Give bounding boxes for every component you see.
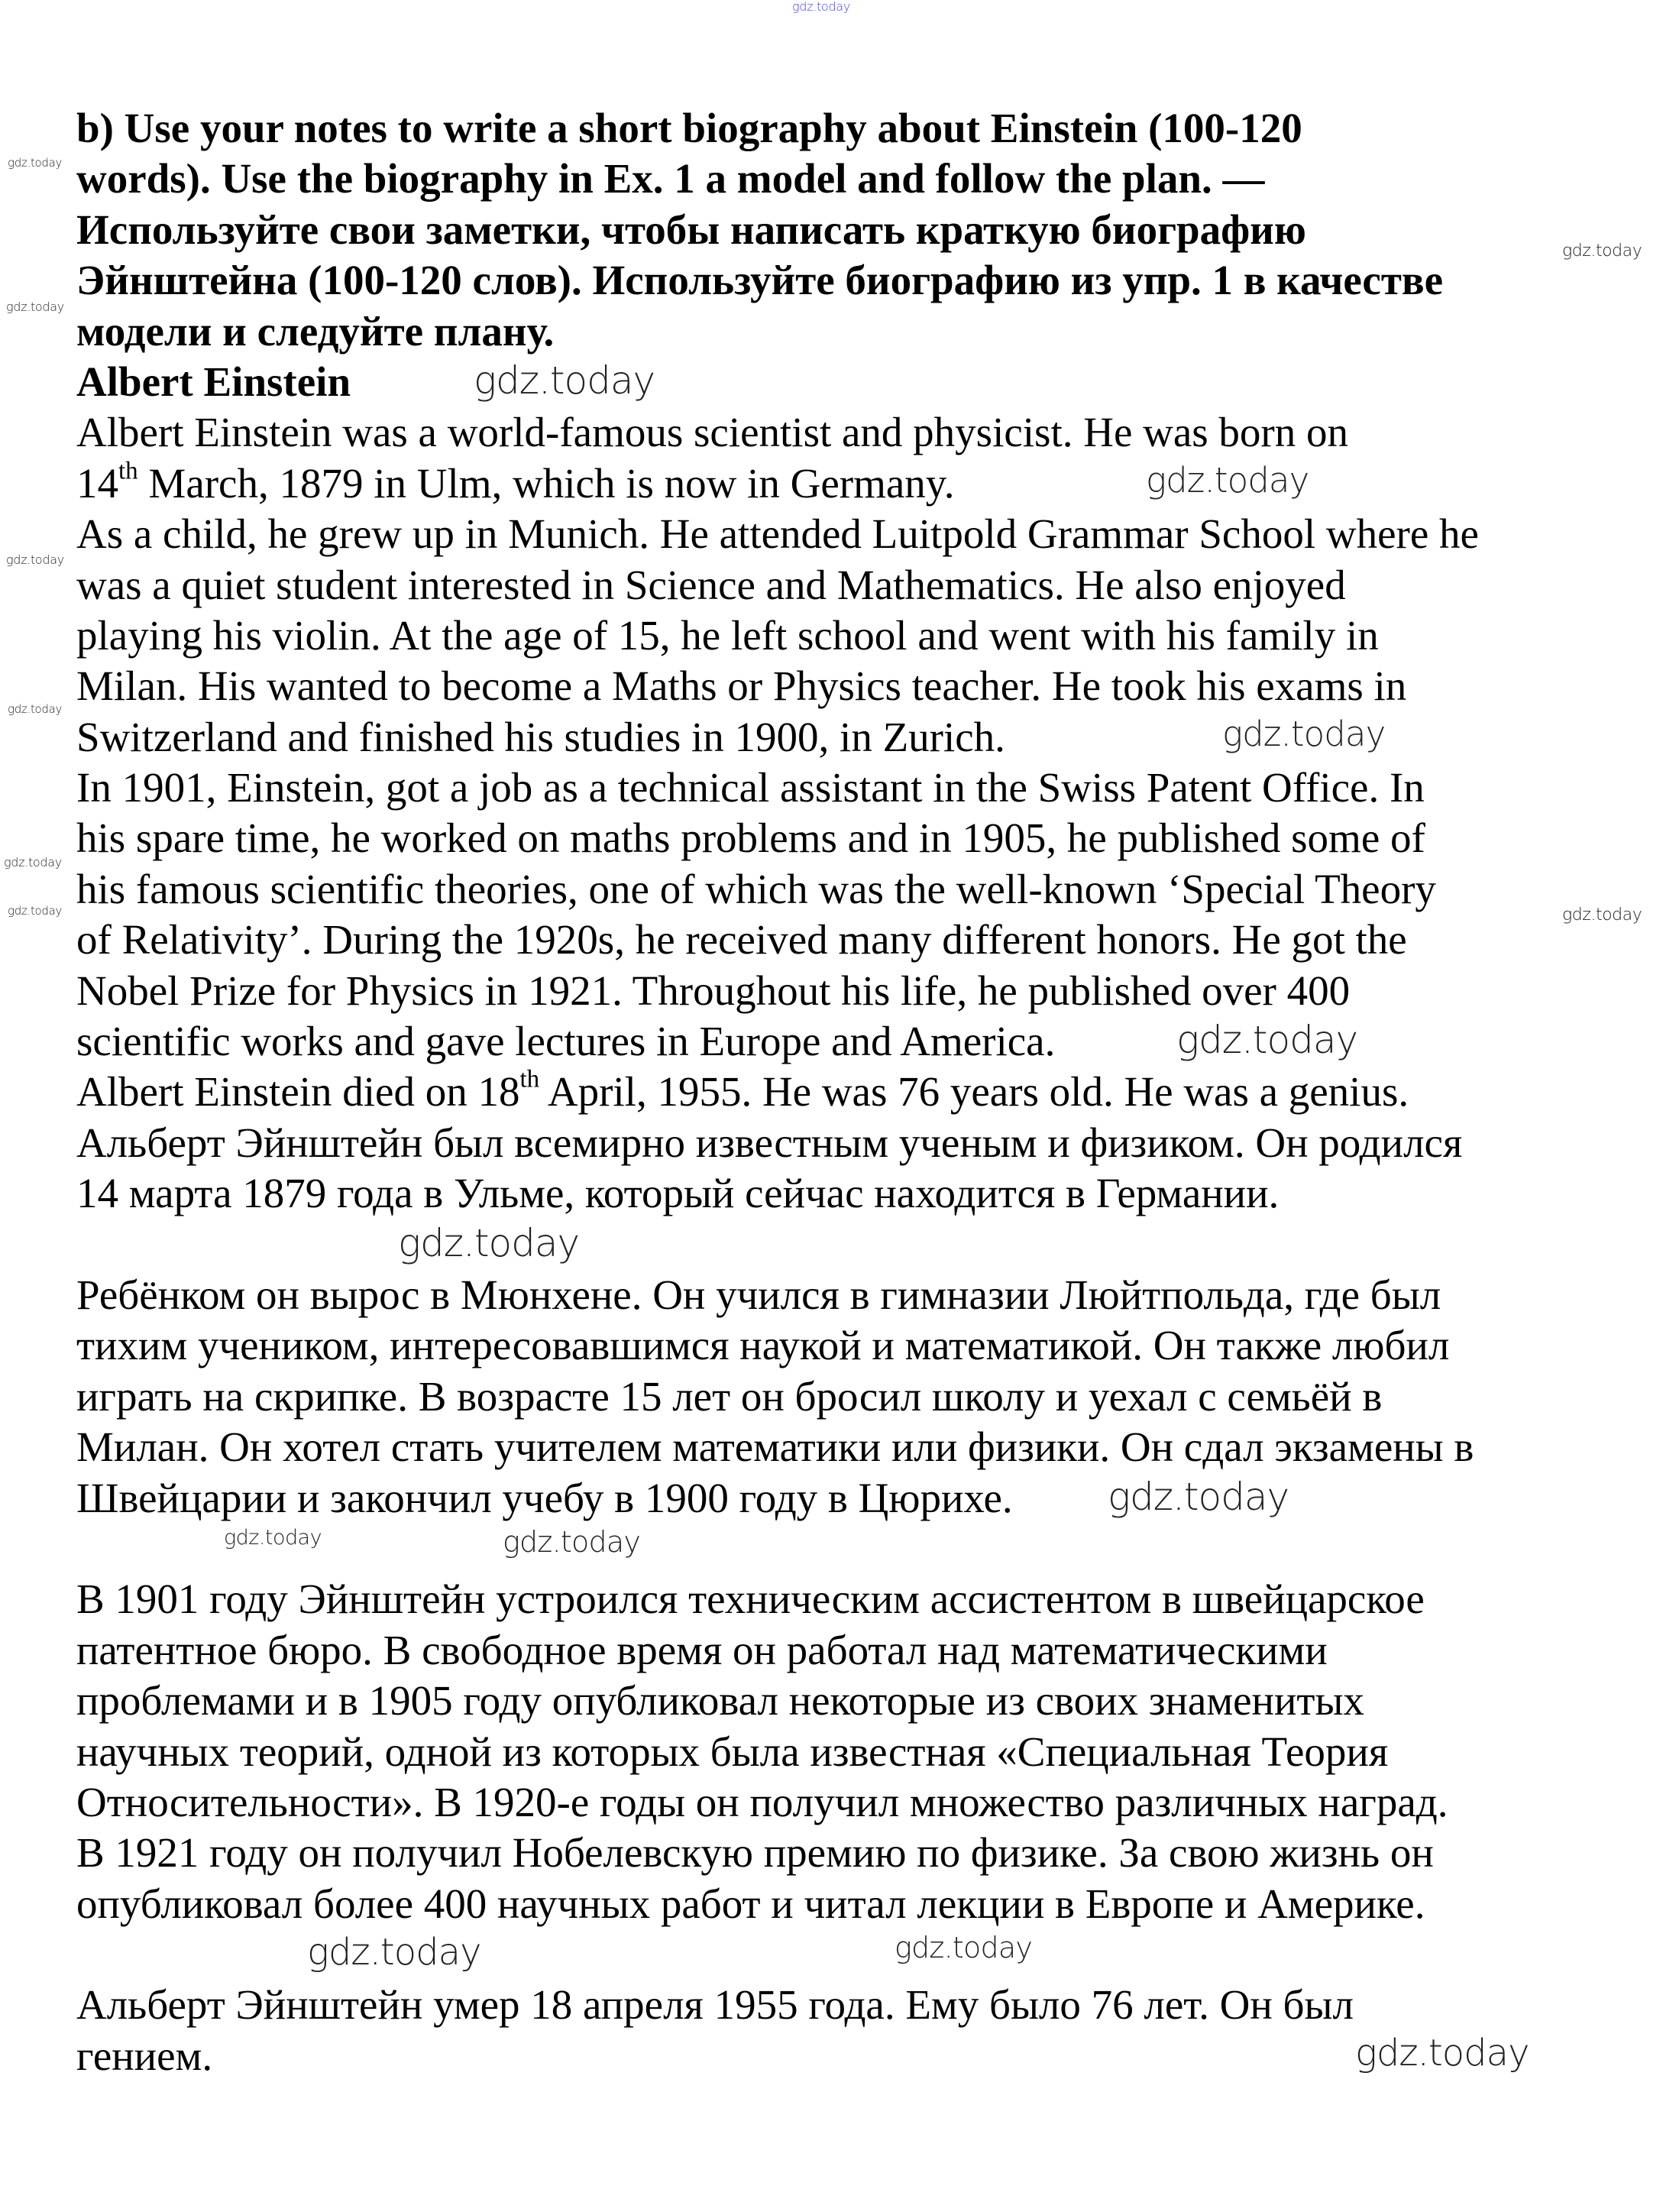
text-line: Относительности». В 1920-е годы он получил множество различных наград. — [76, 1778, 1448, 1825]
text-line: тихим учеником, интересовавшимся наукой и математикой. Он также любил — [76, 1322, 1450, 1369]
watermark: gdz.today — [8, 702, 63, 716]
text-line: of Relativity’. During the 1920s, he received many different honors. He got the — [76, 916, 1407, 963]
text-line: 14 марта 1879 года в Ульме, который сейчас находится в Германии. — [76, 1170, 1280, 1217]
text-line: Milan. His wanted to become a Maths or Physics teacher. He took his exams in — [76, 662, 1407, 710]
text-line — [76, 1067, 1479, 1117]
watermark: gdz.today — [503, 1525, 641, 1559]
text-line: опубликовал более 400 научных работ и читал лекции в Европе и Америке. — [76, 1880, 1425, 1927]
watermark: gdz.today — [1562, 241, 1642, 261]
task-heading-line: Используйте свои заметки, чтобы написать краткую биографию — [76, 206, 1306, 253]
watermark: gdz.today — [1355, 2032, 1529, 2074]
biography-title: Albert Einstein — [76, 358, 351, 405]
watermark: gdz.today — [398, 1221, 580, 1265]
task-heading-line: words). Use the biography in Ex. 1 a model and follow the plan. — — [76, 155, 1265, 202]
watermark: gdz.today — [1108, 1475, 1289, 1519]
watermark: gdz.today — [8, 904, 63, 918]
text-line: научных теорий, одной из которых была известная «Специальная Теория — [76, 1728, 1389, 1775]
text-line: In 1901, Einstein, got a job as a technical assistant in the Swiss Patent Office. In — [76, 764, 1425, 811]
text-line: патентное бюро. В свободное время он работал над математическими — [76, 1626, 1328, 1673]
text-segment: March, 1879 in Ulm, which is now in Germany. — [138, 459, 955, 507]
watermark: gdz.today — [6, 552, 64, 567]
text-line: his spare time, he worked on maths problems and in 1905, he published some of — [76, 815, 1425, 862]
document-body — [76, 103, 1479, 2081]
text-line: играть на скрипке. В возрасте 15 лет он бросил школу и уехал с семьёй в — [76, 1372, 1383, 1420]
text-line: Switzerland and finished his studies in 1900, in Zurich. — [76, 713, 1005, 760]
text-line: playing his violin. At the age of 15, he left school and went with his family in — [76, 611, 1379, 659]
watermark: gdz.today — [6, 300, 64, 314]
watermark: gdz.today — [1176, 1018, 1358, 1062]
ordinal-suffix: th — [118, 456, 138, 484]
text-line: As a child, he grew up in Munich. He attended Luitpold Grammar School where he — [76, 510, 1479, 558]
text-line: scientific works and gave lectures in Europe and America. — [76, 1018, 1056, 1065]
text-line: В 1921 году он получил Нобелевскую премию по физике. За свою жизнь он — [76, 1829, 1434, 1877]
text-segment: April, 1955. He was 76 years old. He was a genius. — [539, 1068, 1409, 1116]
text-line: В 1901 году Эйнштейн устроился техническим ассистентом в швейцарское — [76, 1576, 1425, 1623]
text-line: гением. — [76, 2032, 213, 2079]
text-line: his famous scientific theories, one of which was the well-known ‘Special Theory — [76, 865, 1436, 912]
text-line: Альберт Эйнштейн был всемирно известным ученым и физиком. Он родился — [76, 1119, 1463, 1166]
text-line: Ребёнком он вырос в Мюнхене. Он учился в гимназии Люйтпольда, где был — [76, 1271, 1441, 1318]
watermark: gdz.today — [895, 1931, 1033, 1964]
text-segment: 14 — [76, 459, 118, 507]
text-line: Albert Einstein was a world-famous scientist and physicist. He was born on — [76, 409, 1348, 456]
task-heading-line: b) Use your notes to write a short biography about Einstein (100-120 — [76, 105, 1302, 151]
text-segment: Albert Einstein died on 18 — [76, 1068, 520, 1116]
watermark: gdz.today — [8, 156, 63, 170]
text-line — [76, 1219, 1479, 1270]
text-line: Швейцарии и закончил учебу в 1900 году в Цюрихе. — [76, 1474, 1013, 1521]
watermark: gdz.today — [1222, 714, 1386, 754]
watermark: gdz.today — [307, 1931, 481, 1974]
watermark: gdz.today — [474, 358, 655, 403]
watermark: gdz.today — [792, 0, 850, 14]
watermark: gdz.today — [4, 855, 62, 870]
watermark: gdz.today — [1562, 905, 1642, 925]
text-line: was a quiet student interested in Science and Mathematics. He also enjoyed — [76, 561, 1346, 608]
text-line: проблемами и в 1905 году опубликовал некоторые из своих знаменитых — [76, 1677, 1364, 1725]
text-line: Nobel Prize for Physics in 1921. Throughout his life, he published over 400 — [76, 967, 1351, 1014]
text-line: Милан. Он хотел стать учителем математики или физики. Он сдал экзамены в — [76, 1423, 1474, 1471]
task-heading-line: Эйнштейна (100-120 слов). Используйте биографию из упр. 1 в качестве — [76, 257, 1443, 304]
text-line — [76, 1929, 1479, 1980]
watermark: gdz.today — [1146, 460, 1309, 500]
watermark: gdz.today — [224, 1526, 322, 1550]
text-line: Альберт Эйнштейн умер 18 апреля 1955 года. Ему было 76 лет. Он был — [76, 1981, 1354, 2029]
task-heading-line: модели и следуйте плану. — [76, 307, 555, 355]
ordinal-suffix: th — [519, 1065, 540, 1093]
